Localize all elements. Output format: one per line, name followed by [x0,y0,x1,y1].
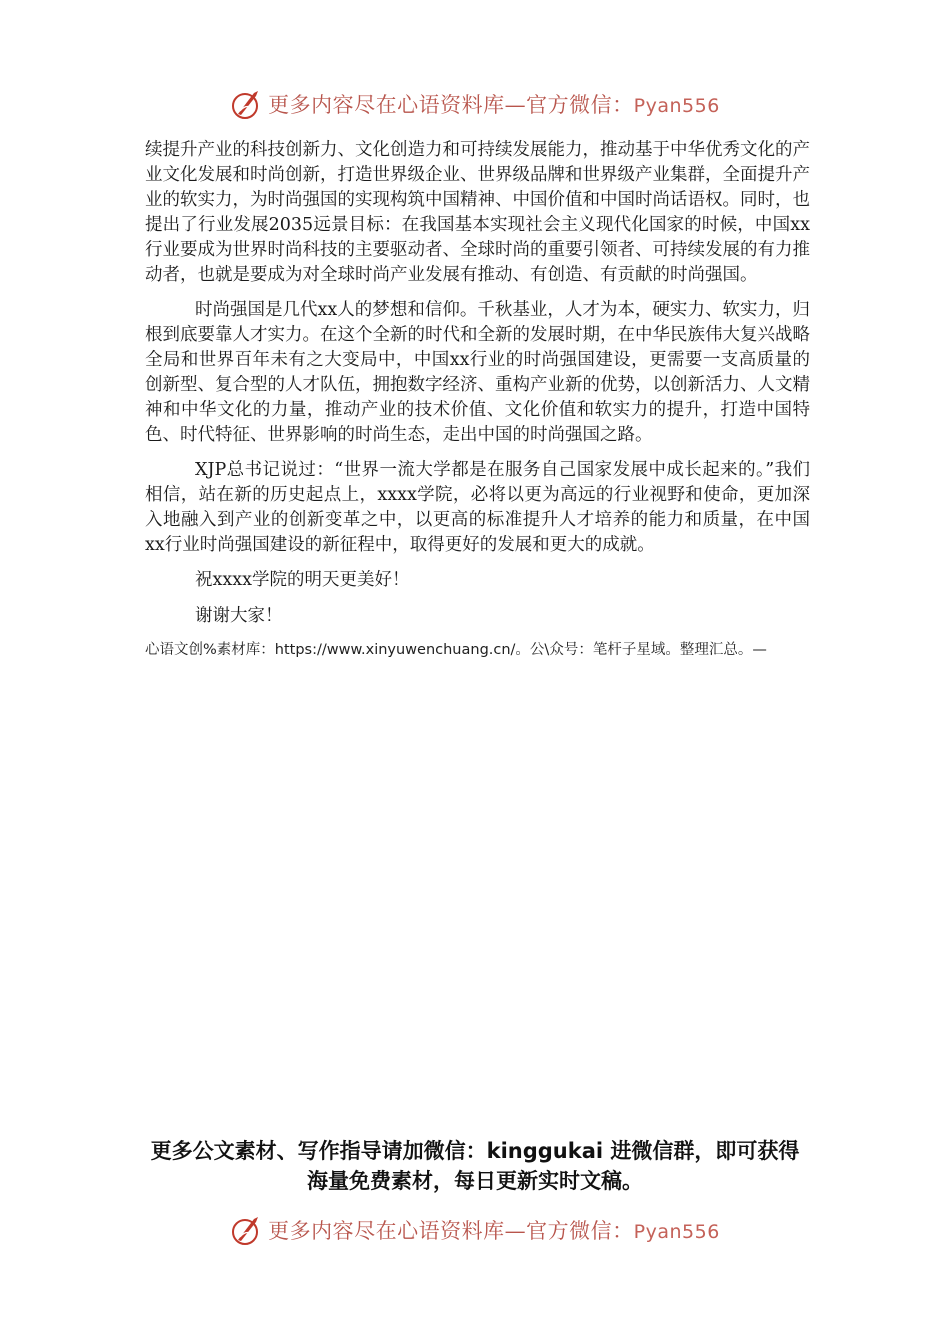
closing-thanks: 谢谢大家！ [195,606,283,626]
watermark-wechat-id: Pyan556 [633,95,720,117]
header-watermark [0,84,950,124]
quill-logo-icon [230,1213,264,1247]
source-line: 心语文创%素材库：https://www.xinyuwenchuang.cn/。公\众号：笔杆子星域。整理汇总。— [145,642,767,658]
document-body [145,138,810,663]
closing-wish: 祝xxxx学院的明天更美好！ [195,570,410,590]
watermark-wechat-id: Pyan556 [633,1221,720,1243]
paragraph-2: 时尚强国是几代xx人的梦想和信仰。千秋基业，人才为本，硬实力、软实力，归根到底要靠人才实力。在这个全新的时代和全新的发展时期，在中华民族伟大复兴战略全局和世界百年未有之大变局中，中国xx行业的时尚强国建设，更需要一支高质量的创新型、复合型的人才队伍，拥抱数字经济、重构产业新的优势，以创新活力、人文精神和中华文化的力量，推动产业的技术价值、文化价值和软实力的提升，打造中国特色、时代特征、世界影响的时尚生态，走出中国的时尚强国之路。 [145,300,810,445]
paragraph-1: 续提升产业的科技创新力、文化创造力和可持续发展能力，推动基于中华优秀文化的产业文化发展和时尚创新，打造世界级企业、世界级品牌和世界级产业集群，全面提升产业的软实力，为时尚强国的实现构筑中国精神、中国价值和中国时尚话语权。同时，也提出了行业发展2035远景目标：在我国基本实现社会主义现代化国家的时候，中国xx行业要成为世界时尚科技的主要驱动者、全球时尚的重要引领者、可持续发展的有力推动者，也就是要成为对全球时尚产业发展有推动、有创造、有贡献的时尚强国。 [145,140,810,285]
watermark-text: 更多内容尽在心语资料库—官方微信： [268,1219,634,1243]
quill-logo-icon [230,87,264,121]
watermark-text: 更多内容尽在心语资料库—官方微信： [268,93,634,117]
footer-watermark [0,1210,950,1250]
paragraph-3: XJP总书记说过：“世界一流大学都是在服务自己国家发展中成长起来的。”我们相信，站在新的历史起点上，xxxx学院，必将以更为高远的行业视野和使命，更加深入地融入到产业的创新变革之中，以更高的标准提升人才培养的能力和质量，在中国xx行业时尚强国建设的新征程中，取得更好的发展和更大的成就。 [145,460,810,555]
footer-promo: 更多公文素材、写作指导请加微信：kinggukai 进微信群，即可获得海量免费素材，每日更新实时文稿。 [150,1139,800,1193]
